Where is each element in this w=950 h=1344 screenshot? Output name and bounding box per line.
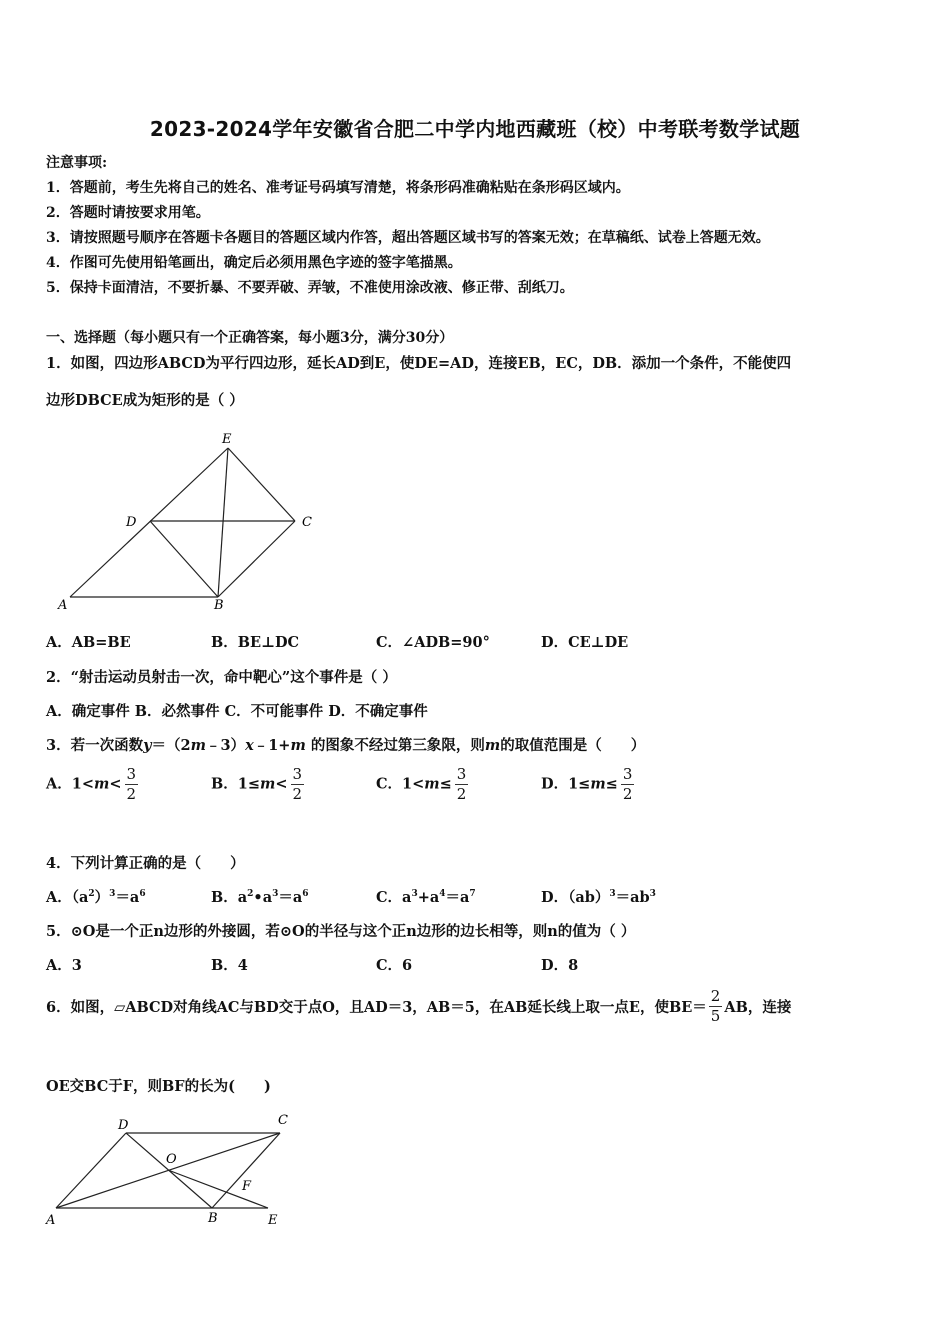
question-1-line2: 边形DBCE成为矩形的是（ ） [46,392,244,409]
question-1-line1: 1．如图，四边形ABCD为平行四边形，延长AD到E，使DE=AD，连接EB，EC，DB．添加一个条件，不能使四 [46,355,792,372]
segment-ec [228,448,295,521]
notice-item: 5．保持卡面清洁，不要折暴、不要弄破、弄皱，不准使用涂改液、修正带、刮纸刀。 [46,280,574,296]
label-c: C [302,515,312,530]
label-b: B [208,1211,218,1226]
label-a: A [58,598,68,613]
label-d: D [118,1118,129,1133]
question-3-option-a: A．1<m< $\frac{3}{2}$ [46,765,137,803]
question-5-option-c: C．6 [376,957,413,974]
label-e: E [222,432,232,447]
segment-oe [168,1170,268,1208]
question-3-option-b: B．1≤m< $\frac{3}{2}$ [211,765,303,803]
notice-item: 1．答题前，考生先将自己的姓名、准考证号码填写清楚，将条形码准确粘贴在条形码区域内。 [46,180,630,196]
segment-cb [218,521,295,597]
question-6-line2: OE交BC于F，则BF的长为( ) [46,1078,271,1095]
notice-item: 4．作图可先使用铅笔画出，确定后必须用黑色字迹的签字笔描黑。 [46,255,462,271]
question-1-option-d: D．CE⊥DE [541,634,629,651]
segment-db [150,521,218,597]
question-1-figure [46,425,346,620]
question-5-option-b: B．4 [211,957,248,974]
question-2-options: A．确定事件 B．必然事件 C．不可能事件 D．不确定事件 [46,703,428,720]
page-title: 2023-2024学年安徽省合肥二中学内地西藏班（校）中考联考数学试题 [149,117,801,141]
question-3-option-d: D．1≤m≤ $\frac{3}{2}$ [541,765,633,803]
question-2: 2．“射击运动员射击一次，命中靶心”这个事件是（ ） [46,669,397,686]
label-f: F [242,1179,252,1194]
section-heading: 一、选择题（每小题只有一个正确答案，每小题3分，满分30分） [46,330,454,346]
notice-heading: 注意事项: [46,155,108,171]
question-5-option-a: A．3 [46,957,82,974]
question-1-option-c: C．∠ADB=90° [376,634,490,651]
question-3-option-c: C．1<m≤ $\frac{3}{2}$ [376,765,467,803]
segment-ae [70,448,228,597]
label-c: C [278,1113,288,1128]
label-e: E [268,1213,278,1228]
label-b: B [214,598,224,613]
question-3: 3．若一次函数y＝（2m﹣3）x﹣1+m 的图象不经过第三象限，则m的取值范围是（ ） [46,737,646,754]
question-5-option-d: D．8 [541,957,579,974]
question-4-option-c: C．$a^3+a^4=a^7$ [376,889,476,906]
label-o: O [166,1152,177,1167]
question-5: 5．⊙O是一个正n边形的外接圆，若⊙O的半径与这个正n边形的边长相等，则n的值为（ ） [46,923,636,940]
question-6-figure [40,1108,300,1233]
question-4-option-b: B．$a^2•a^3=a^6$ [211,889,309,906]
question-4-option-a: A．$(a^2)^3=a^6$ [46,889,146,906]
question-6-line1: 6．如图，▱ABCD对角线AC与BD交于点O，且AD＝3，AB＝5，在AB延长线上取一点E，使BE＝ $\frac{2}{5}$ AB，连接 [46,987,792,1025]
notice-item: 2．答题时请按要求用笔。 [46,205,210,221]
question-4: 4．下列计算正确的是（ ） [46,855,245,872]
segment-eb [218,448,228,597]
question-4-option-d: D．$(ab)^3=ab^3$ [541,889,656,906]
notice-item: 3．请按照题号顺序在答题卡各题目的答题区域内作答，超出答题区域书写的答案无效；在草稿纸、试卷上答题无效。 [46,230,770,246]
question-1-option-b: B．BE⊥DC [211,634,300,651]
label-d: D [126,515,137,530]
label-a: A [46,1213,56,1228]
question-1-option-a: A．AB=BE [46,634,131,651]
